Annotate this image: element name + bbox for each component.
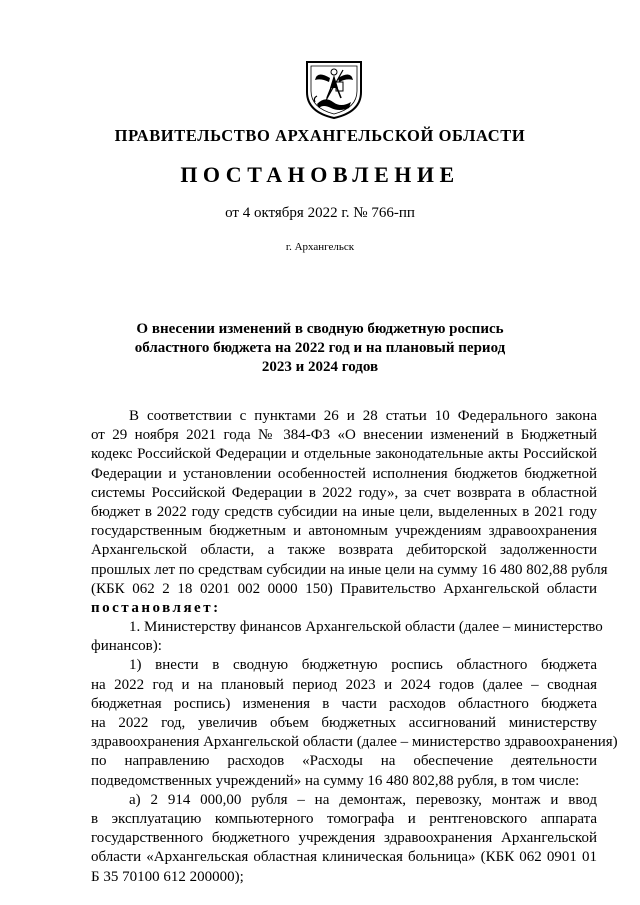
body-line: Федерации и установлении особенностей исполнения бюджетов бюджетной [91,465,597,482]
body-line: системы Российской Федерации в 2022 году», за счет возврата в областной [91,484,597,501]
body-line: по направлению расходов «Расходы на обеспечение деятельности [91,753,597,770]
title-line: областного бюджета на 2022 год и на плановый период [134,340,506,356]
document-type: ПОСТАНОВЛЕНИЕ [180,162,460,187]
document-body [91,407,618,887]
body-line: бюджет в 2022 году средств субсидии на иные цели, выделенных в 2021 году [91,503,597,520]
city: г. Архангельск [285,241,355,253]
body-line: государственного бюджетного учреждения здравоохранения Архангельской [91,830,597,847]
government-name: ПРАВИТЕЛЬСТВО АРХАНГЕЛЬСКОЙ ОБЛАСТИ [114,126,526,145]
body-line: Архангельской области, а также возврата дебиторской задолженности [91,542,597,559]
body-line: на 2022 год, увеличив объем бюджетных ассигнований министерству [91,715,597,731]
body-line: подведомственных учреждений» на сумму 16 480 802,88 рубля, в том числе: [91,772,580,789]
body-line: здравоохранения Архангельской области (далее – министерство здравоохранения) [91,734,618,751]
body-line: 1) внести в сводную бюджетную роспись областного бюджета [129,657,597,674]
date-and-number: от 4 октября 2022 г. № 766-пп [225,205,415,221]
body-line: прошлых лет по средствам субсидии на иные цели на сумму 16 480 802,88 рубля [91,561,608,578]
title-line: О внесении изменений в сводную бюджетную роспись [136,321,504,337]
decree-word: постановляет: [91,599,221,616]
body-line: В соответствии с пунктами 26 и 28 статьи 10 Федерального закона [129,408,597,424]
title-line: 2023 и 2024 годов [261,359,379,375]
document-title [0,320,640,377]
body-line: бюджетная роспись) изменения в части расходов областного бюджета [91,695,597,712]
body-line: 1. Министерству финансов Архангельской области (далее – министерство [129,619,603,636]
body-line: кодекс Российской Федерации и отдельные законодательные акты Российской [91,446,597,463]
body-line: финансов): [91,638,162,655]
body-line: а) 2 914 000,00 рубля – на демонтаж, перевозку, монтаж и ввод [129,791,597,808]
body-line: (КБК 062 2 18 0201 002 0000 150) Правительство Архангельской области [91,580,597,597]
body-line: области «Архангельская областная клиническая больница» (КБК 062 0901 01 [91,849,597,866]
body-line: государственным бюджетным и автономным учреждениям здравоохранения [91,523,597,540]
body-line: от 29 ноября 2021 года № 384-ФЗ «О внесении изменений в Бюджетный [91,427,597,444]
body-line: на 2022 год и на плановый период 2023 и 2024 годов (далее – сводная [91,676,597,693]
body-line: в эксплуатацию компьютерного томографа и рентгеновского аппарата [91,810,597,827]
coat-of-arms-icon [303,58,365,120]
body-line: Б 35 70100 612 200000); [91,868,244,885]
